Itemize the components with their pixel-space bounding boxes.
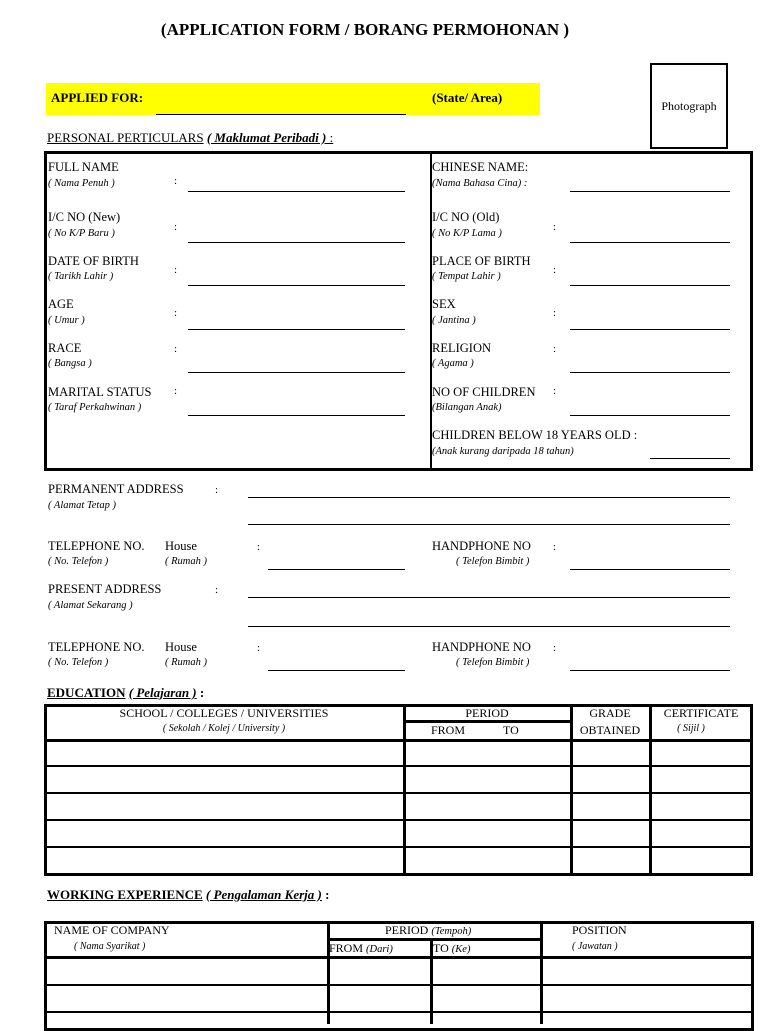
- place-of-birth-label: PLACE OF BIRTH: [432, 254, 531, 268]
- work-col-from-malay: (Dari): [366, 944, 393, 955]
- photograph-label: Photograph: [661, 98, 717, 113]
- permanent-address-field-1[interactable]: [248, 497, 730, 498]
- age-malay: ( Umur ): [48, 315, 85, 326]
- applied-for-label: APPLIED FOR:: [51, 90, 144, 105]
- place-of-birth-field[interactable]: [570, 285, 730, 286]
- age-field[interactable]: [188, 329, 405, 330]
- work-header-rule: [45, 956, 753, 959]
- work-col-company: NAME OF COMPANY: [54, 923, 170, 937]
- handphone-2-field[interactable]: [570, 670, 730, 671]
- place-of-birth-malay: ( Tempat Lahir ): [432, 271, 501, 282]
- education-heading-text: EDUCATION: [47, 685, 126, 700]
- handphone-2-label: HANDPHONE NO: [432, 640, 531, 654]
- religion-field[interactable]: [570, 372, 730, 373]
- work-col-to: [433, 941, 470, 957]
- edu-col-school-malay: ( Sekolah / Kolej / University ): [162, 723, 286, 734]
- edu-col-cert-malay: ( Sijil ): [677, 723, 705, 734]
- permanent-address-label: PERMANENT ADDRESS: [48, 482, 184, 496]
- children-below-18-field[interactable]: [650, 458, 730, 459]
- race-field[interactable]: [188, 372, 405, 373]
- work-row-rule-2: [45, 1011, 753, 1013]
- edu-col-from: FROM: [431, 723, 466, 737]
- handphone-malay: ( Telefon Bimbit ): [456, 556, 530, 567]
- ic-old-malay: ( No K/P Lama ): [432, 228, 502, 239]
- children-below-18-label: CHILDREN BELOW 18 YEARS OLD :: [432, 428, 638, 442]
- sex-colon: :: [553, 307, 557, 319]
- no-of-children-field[interactable]: [570, 415, 730, 416]
- marital-status-colon: :: [174, 385, 178, 397]
- edu-header-rule: [45, 739, 752, 742]
- race-label: RACE: [48, 341, 82, 355]
- no-of-children-malay: (Bilangan Anak): [432, 402, 502, 413]
- work-col-company-malay: ( Nama Syarikat ): [74, 941, 146, 952]
- edu-col-school: SCHOOL / COLLEGES / UNIVERSITIES: [119, 706, 329, 720]
- edu-col-to: TO: [503, 723, 519, 737]
- telephone-house-malay: ( Rumah ): [165, 556, 207, 567]
- education-heading-malay: ( Pelajaran ): [128, 685, 197, 700]
- handphone-2-malay: ( Telefon Bimbit ): [456, 657, 530, 668]
- age-colon: :: [174, 307, 178, 319]
- present-address-colon: :: [215, 584, 219, 596]
- telephone-house-label: House: [165, 539, 197, 553]
- full-name-label: FULL NAME: [48, 160, 119, 174]
- place-of-birth-colon: :: [553, 264, 557, 276]
- no-of-children-label: NO OF CHILDREN: [432, 385, 536, 399]
- present-address-field-2[interactable]: [248, 626, 730, 627]
- edu-row-rule-2: [45, 792, 752, 794]
- present-address-field-1[interactable]: [248, 597, 730, 598]
- dob-field[interactable]: [188, 285, 405, 286]
- work-col-position-malay: ( Jawatan ): [572, 941, 618, 952]
- full-name-field[interactable]: [188, 191, 405, 192]
- work-col-from: [329, 941, 393, 957]
- dob-label: DATE OF BIRTH: [48, 254, 139, 268]
- religion-colon: :: [553, 343, 557, 355]
- present-address-malay: ( Alamat Sekarang ): [48, 600, 133, 611]
- handphone-2-colon: :: [553, 642, 557, 654]
- dob-malay: ( Tarikh Lahir ): [48, 271, 114, 282]
- sex-label: SEX: [432, 297, 456, 311]
- handphone-label: HANDPHONE NO: [432, 539, 531, 553]
- edu-col-period: PERIOD: [465, 706, 509, 720]
- work-col-to-malay: (Ke): [451, 944, 471, 955]
- chinese-name-label: CHINESE NAME:: [432, 160, 529, 174]
- full-name-colon: :: [174, 175, 178, 187]
- work-col-to-text: TO: [433, 941, 449, 955]
- marital-status-field[interactable]: [188, 415, 405, 416]
- work-heading-malay: ( Pengalaman Kerja ): [205, 887, 322, 902]
- telephone-label: TELEPHONE NO.: [48, 539, 145, 553]
- dob-colon: :: [174, 264, 178, 276]
- handphone-colon: :: [553, 541, 557, 553]
- ic-old-colon: :: [553, 221, 557, 233]
- race-malay: ( Bangsa ): [48, 358, 92, 369]
- personal-heading-text: PERSONAL PERTICULARS: [47, 130, 204, 145]
- work-col-period-malay: (Tempoh): [431, 926, 472, 937]
- handphone-field[interactable]: [570, 569, 730, 570]
- permanent-address-field-2[interactable]: [248, 524, 730, 525]
- permanent-address-colon: :: [215, 484, 219, 496]
- no-of-children-colon: :: [553, 385, 557, 397]
- work-heading-suffix: :: [321, 887, 330, 902]
- personal-heading: [47, 130, 333, 146]
- age-label: AGE: [48, 297, 74, 311]
- edu-row-rule-1: [45, 765, 752, 767]
- form-title: (APPLICATION FORM / BORANG PERMOHONAN ): [160, 20, 570, 39]
- sex-malay: ( Jantina ): [432, 315, 476, 326]
- edu-period-rule: [404, 720, 571, 723]
- telephone-2-field[interactable]: [268, 670, 405, 671]
- permanent-address-malay: ( Alamat Tetap ): [48, 500, 116, 511]
- chinese-name-malay: (Nama Bahasa Cina) :: [432, 178, 528, 189]
- edu-col-divider-1: [403, 705, 406, 875]
- work-col-period-text: PERIOD: [385, 923, 429, 937]
- telephone-colon: :: [257, 541, 261, 553]
- telephone-2-label: TELEPHONE NO.: [48, 640, 145, 654]
- ic-old-field[interactable]: [570, 242, 730, 243]
- chinese-name-field[interactable]: [570, 191, 730, 192]
- personal-box: [44, 151, 753, 471]
- photograph-box[interactable]: [650, 63, 728, 149]
- telephone-malay: ( No. Telefon ): [48, 556, 109, 567]
- telephone-2-house-label: House: [165, 640, 197, 654]
- telephone-2-house-malay: ( Rumah ): [165, 657, 207, 668]
- work-col-from-text: FROM: [329, 941, 364, 955]
- marital-status-label: MARITAL STATUS: [48, 385, 152, 399]
- ic-new-colon: :: [174, 221, 178, 233]
- personal-divider: [430, 152, 432, 470]
- telephone-field[interactable]: [268, 569, 405, 570]
- education-heading: [47, 685, 204, 701]
- state-area-label: (State/ Area): [432, 90, 503, 105]
- personal-heading-malay: ( Maklumat Peribadi ): [206, 130, 327, 145]
- telephone-2-colon: :: [257, 642, 261, 654]
- work-row-rule-1: [45, 984, 753, 986]
- ic-new-label: I/C NO (New): [48, 210, 121, 224]
- religion-malay: ( Agama ): [432, 358, 474, 369]
- personal-heading-suffix: :: [326, 130, 334, 145]
- work-heading-text: WORKING EXPERIENCE: [47, 887, 203, 902]
- edu-row-rule-3: [45, 819, 752, 821]
- edu-col-cert: CERTIFICATE: [663, 706, 739, 720]
- edu-row-rule-4: [45, 846, 752, 848]
- education-heading-suffix: :: [196, 685, 205, 700]
- sex-field[interactable]: [570, 329, 730, 330]
- ic-new-malay: ( No K/P Baru ): [48, 228, 115, 239]
- work-col-period: [385, 923, 471, 939]
- ic-old-label: I/C NO (Old): [432, 210, 500, 224]
- religion-label: RELIGION: [432, 341, 492, 355]
- race-colon: :: [174, 343, 178, 355]
- full-name-malay: ( Nama Penuh ): [48, 178, 115, 189]
- work-heading: [47, 887, 329, 903]
- marital-status-malay: ( Taraf Perkahwinan ): [48, 402, 142, 413]
- applied-for-field[interactable]: [156, 114, 406, 115]
- children-below-18-malay: (Anak kurang daripada 18 tahun): [432, 446, 574, 457]
- work-col-position: POSITION: [572, 923, 627, 937]
- edu-col-grade: GRADE: [589, 706, 631, 720]
- telephone-2-malay: ( No. Telefon ): [48, 657, 109, 668]
- ic-new-field[interactable]: [188, 242, 405, 243]
- present-address-label: PRESENT ADDRESS: [48, 582, 162, 596]
- edu-col-grade-2: OBTAINED: [579, 723, 641, 737]
